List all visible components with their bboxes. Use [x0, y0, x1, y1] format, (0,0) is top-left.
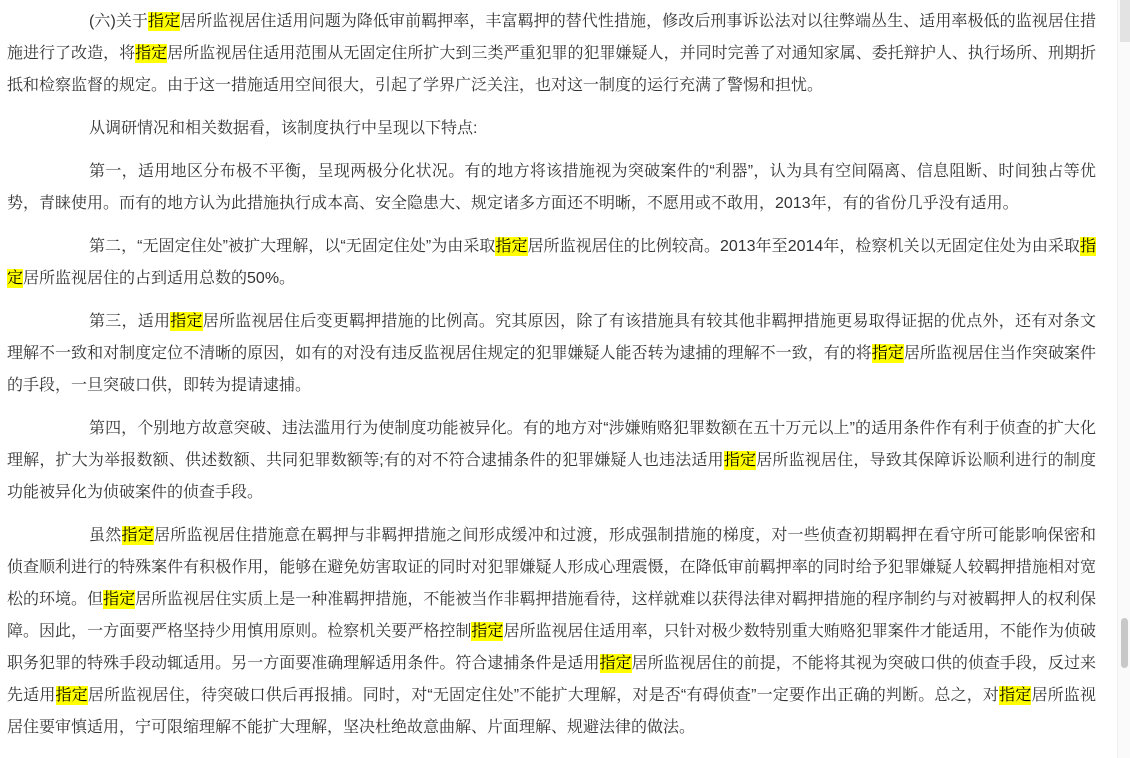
vertical-scrollbar[interactable]: [1117, 0, 1130, 758]
search-highlight: 指定: [55, 687, 88, 704]
search-highlight: 指定: [135, 45, 168, 62]
paragraph: 虽然指定居所监视居住措施意在羁押与非羁押措施之间形成缓冲和过渡，形成强制措施的梯度，对一些侦查初期羁押在看守所可能影响保密和侦查顺利进行的特殊案件有积极作用，能够在避免妨害取证的同时对犯罪嫌疑人形成心理震慑，在降低审前羁押率的同时给予犯罪嫌疑人较羁押措施相对宽松的环境。但指定居所监视居住实质上是一种准羁押措施，不能被当作非羁押措施看待，这样就难以获得法律对羁押措施的程序制约与对被羁押人的权利保障。因此，一方面要严格坚持少用慎用原则。检察机关要严格控制指定居所监视居住适用率，只针对极少数特别重大贿赂犯罪案件才能适用，不能作为侦破职务犯罪的特殊手段动辄适用。另一方面要准确理解适用条件。符合逮捕条件是适用指定居所监视居住的前提，不能将其视为突破口供的侦查手段，反过来先适用指定居所监视居住，待突破口供后再报捕。同时，对“无固定住处”不能扩大理解，对是否“有碍侦查”一定要作出正确的判断。总之，对指定居所监视居住要审慎适用，宁可限缩理解不能扩大理解，坚决杜绝故意曲解、片面理解、规避法律的做法。: [7, 527, 1096, 736]
search-highlight: 指定: [148, 13, 181, 30]
search-highlight: 指定: [471, 623, 504, 640]
search-highlight: 指定: [103, 591, 136, 608]
search-highlight: 指定: [495, 238, 528, 255]
search-highlight: 指定: [121, 527, 154, 544]
scrollbar-top-cap: [1120, 0, 1130, 42]
search-highlight: 指定: [170, 313, 203, 330]
paragraph: 从调研情况和相关数据看，该制度执行中呈现以下特点:: [89, 120, 478, 137]
paragraph: 第二，“无固定住处”被扩大理解，以“无固定住处”为由采取指定居所监视居住的比例较高。2013年至2014年，检察机关以无固定住处为由采取指定居所监视居住的占到适用总数的50%。: [7, 238, 1096, 287]
search-highlight: 指定: [999, 687, 1032, 704]
search-highlight: 指定: [599, 655, 632, 672]
scrollbar-thumb[interactable]: [1121, 618, 1128, 668]
paragraph: 第三，适用指定居所监视居住后变更羁押措施的比例高。究其原因，除了有该措施具有较其他非羁押措施更易取得证据的优点外，还有对条文理解不一致和对制度定位不清晰的原因，如有的对没有违反监视居住规定的犯罪嫌疑人能否转为逮捕的理解不一致，有的将指定居所监视居住当作突破案件的手段，一旦突破口供，即转为提请逮捕。: [7, 313, 1096, 394]
search-highlight: 指定: [871, 345, 904, 362]
search-highlight: 指定: [723, 452, 757, 469]
paragraph: 第四，个别地方故意突破、违法滥用行为使制度功能被异化。有的地方对“涉嫌贿赂犯罪数额在五十万元以上”的适用条件作有利于侦查的扩大化理解，扩大为举报数额、供述数额、共同犯罪数额等;有的对不符合逮捕条件的犯罪嫌疑人也违法适用指定居所监视居住，导致其保障诉讼顺利进行的制度功能被异化为侦破案件的侦查手段。: [7, 420, 1096, 501]
paragraph: 第一，适用地区分布极不平衡，呈现两极分化状况。有的地方将该措施视为突破案件的“利器”，认为具有空间隔离、信息阻断、时间独占等优势，青睐使用。而有的地方认为此措施执行成本高、安全隐患大、规定诸多方面还不明晰，不愿用或不敢用，2013年，有的省份几乎没有适用。: [7, 163, 1096, 212]
paragraph: (六)关于指定居所监视居住适用问题为降低审前羁押率，丰富羁押的替代性措施，修改后刑事诉讼法对以往弊端丛生、适用率极低的监视居住措施进行了改造，将指定居所监视居住适用范围从无固定住所扩大到三类严重犯罪的犯罪嫌疑人，并同时完善了对通知家属、委托辩护人、执行场所、刑期折抵和检察监督的规定。由于这一措施适用空间很大，引起了学界广泛关注，也对这一制度的运行充满了警惕和担忧。: [7, 13, 1096, 94]
search-highlight: 指定: [7, 238, 1096, 287]
